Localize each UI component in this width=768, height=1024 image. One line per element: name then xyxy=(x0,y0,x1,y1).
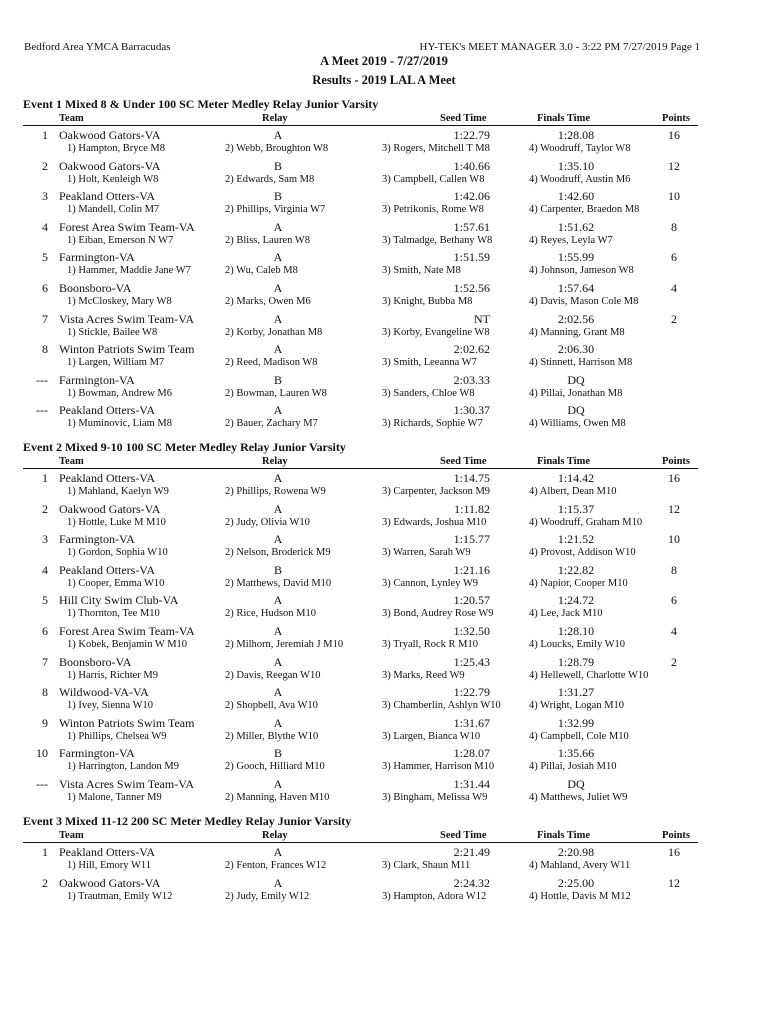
swimmers-row xyxy=(0,547,768,562)
finals-time: DQ xyxy=(567,403,585,418)
team-name: Farmington-VA xyxy=(59,250,135,265)
swimmers-row xyxy=(0,327,768,342)
swimmers-row xyxy=(0,357,768,372)
swimmer-4: 4) Manning, Grant M8 xyxy=(529,326,625,338)
event-title: Event 1 Mixed 8 & Under 100 SC Meter Medley Relay Junior Varsity xyxy=(23,97,379,111)
col-relay: Relay xyxy=(262,830,288,841)
swimmer-3: 3) Marks, Reed W9 xyxy=(382,669,465,681)
team-name: Farmington-VA xyxy=(59,372,135,387)
swimmer-1: 1) Largen, William M7 xyxy=(67,357,165,369)
relay-letter: B xyxy=(273,189,282,204)
swimmer-3: 3) Bingham, Melissa W9 xyxy=(382,792,488,803)
place: 5 xyxy=(42,593,48,608)
place: 10 xyxy=(36,746,48,761)
points: 2 xyxy=(671,654,677,669)
points: 16 xyxy=(668,128,680,142)
swimmers-row xyxy=(0,860,768,875)
swimmers-row xyxy=(0,486,768,501)
swimmer-4: 4) Reyes, Leyla W7 xyxy=(529,234,613,246)
swimmer-3: 3) Petrikonis, Rome W8 xyxy=(382,204,484,216)
swimmer-2: 2) Bowman, Lauren W8 xyxy=(225,387,327,399)
swimmer-4: 4) Campbell, Cole M10 xyxy=(529,730,629,742)
finals-time: 1:28.79 xyxy=(557,654,595,669)
swimmers-row xyxy=(0,578,768,593)
result-row xyxy=(0,220,768,235)
relay-letter: A xyxy=(273,250,283,265)
place: 6 xyxy=(42,281,48,295)
swimmer-4: 4) Hottle, Davis M M12 xyxy=(529,890,631,902)
finals-time: DQ xyxy=(567,777,585,791)
header-rule xyxy=(23,468,698,469)
seed-time: 1:31.44 xyxy=(453,777,490,791)
col-relay: Relay xyxy=(262,456,288,467)
swimmer-1: 1) Phillips, Chelsea W9 xyxy=(67,730,167,742)
col-points: Points xyxy=(662,456,691,467)
swimmer-4: 4) Provost, Addison W10 xyxy=(529,547,636,559)
column-header xyxy=(0,456,768,468)
seed-time: 1:32.50 xyxy=(453,624,490,638)
swimmer-4: 4) Hellewell, Charlotte W10 xyxy=(529,669,649,681)
points: 8 xyxy=(671,562,677,577)
seed-time: 1:22.79 xyxy=(453,685,490,700)
seed-time: NT xyxy=(474,311,490,326)
swimmer-2: 2) Judy, Olivia W10 xyxy=(225,516,310,528)
team-name: Oakwood Gators-VA xyxy=(59,158,161,173)
place: 1 xyxy=(42,845,48,859)
result-row xyxy=(0,777,768,792)
swimmer-3: 3) Hammer, Harrison M10 xyxy=(382,761,495,773)
swimmer-1: 1) Stickle, Bailee W8 xyxy=(67,326,158,338)
points: 10 xyxy=(668,189,680,204)
seed-time: 2:03.33 xyxy=(453,372,490,387)
swimmer-4: 4) Williams, Owen M8 xyxy=(529,418,626,430)
event-title: Event 2 Mixed 9-10 100 SC Meter Medley Relay Junior Varsity xyxy=(23,440,346,454)
result-row xyxy=(0,593,768,608)
result-row xyxy=(0,373,768,388)
relay-letter: B xyxy=(273,746,282,761)
swimmer-1: 1) Harrington, Landon M9 xyxy=(67,761,179,773)
finals-time: DQ xyxy=(567,372,585,387)
finals-time: 1:42.60 xyxy=(557,189,595,204)
result-row xyxy=(0,624,768,639)
swimmer-3: 3) Knight, Bubba M8 xyxy=(382,296,473,307)
seed-time: 2:02.62 xyxy=(453,342,490,357)
swimmer-2: 2) Davis, Reegan W10 xyxy=(225,669,321,681)
swimmers-row xyxy=(0,891,768,906)
swimmer-1: 1) Ivey, Sienna W10 xyxy=(67,700,154,712)
place: 4 xyxy=(42,219,48,234)
swimmer-2: 2) Shopbell, Ava W10 xyxy=(225,700,318,712)
relay-letter: A xyxy=(273,593,283,608)
swimmer-3: 3) Smith, Leeanna W7 xyxy=(382,357,477,369)
relay-letter: A xyxy=(273,128,283,142)
place: 9 xyxy=(42,715,48,730)
result-row xyxy=(0,563,768,578)
swimmer-1: 1) Mahland, Kaelyn W9 xyxy=(67,486,169,497)
swimmer-1: 1) Hampton, Bryce M8 xyxy=(67,143,165,154)
swimmer-1: 1) Cooper, Emma W10 xyxy=(67,577,165,589)
finals-time: 1:51.62 xyxy=(557,219,595,234)
column-header xyxy=(0,830,768,842)
swimmer-3: 3) Sanders, Chloe W8 xyxy=(382,387,475,399)
swimmer-2: 2) Judy, Emily W12 xyxy=(225,890,310,902)
swimmer-2: 2) Miller, Blythe W10 xyxy=(225,730,319,742)
place: 3 xyxy=(42,532,48,547)
swimmer-2: 2) Nelson, Broderick M9 xyxy=(225,547,331,559)
swimmer-3: 3) Edwards, Joshua M10 xyxy=(382,516,487,528)
seed-time: 1:40.66 xyxy=(453,158,490,173)
place: --- xyxy=(36,403,48,418)
seed-time: 1:11.82 xyxy=(454,501,490,516)
relay-letter: A xyxy=(273,715,283,730)
result-row xyxy=(0,746,768,761)
swimmer-3: 3) Clark, Shaun M11 xyxy=(382,860,471,871)
swimmer-1: 1) Kobek, Benjamin W M10 xyxy=(67,639,188,650)
seed-time: 1:51.59 xyxy=(453,250,490,265)
swimmer-2: 2) Reed, Madison W8 xyxy=(225,357,318,369)
seed-time: 1:22.79 xyxy=(453,128,490,142)
col-finals: Finals Time xyxy=(537,830,590,841)
swimmer-1: 1) Eiban, Emerson N W7 xyxy=(67,234,174,246)
swimmer-4: 4) Carpenter, Braedon M8 xyxy=(529,204,640,216)
finals-time: 1:28.10 xyxy=(557,624,595,638)
meet-title: A Meet 2019 - 7/27/2019 xyxy=(320,54,448,68)
place: --- xyxy=(36,372,48,387)
seed-time: 1:42.06 xyxy=(453,189,490,204)
col-team: Team xyxy=(59,113,84,124)
swimmer-3: 3) Largen, Bianca W10 xyxy=(382,730,481,742)
place: 8 xyxy=(42,342,48,357)
team-name: Vista Acres Swim Team-VA xyxy=(59,777,194,791)
swimmer-1: 1) Gordon, Sophia W10 xyxy=(67,547,168,559)
swimmers-row xyxy=(0,517,768,532)
result-row xyxy=(0,312,768,327)
swimmer-3: 3) Richards, Sophie W7 xyxy=(382,418,483,430)
points: 12 xyxy=(668,158,680,173)
swimmer-1: 1) Harris, Richter M9 xyxy=(67,669,158,681)
swimmer-4: 4) Loucks, Emily W10 xyxy=(529,639,626,650)
header-rule xyxy=(23,125,698,126)
swimmer-1: 1) Holt, Kenleigh W8 xyxy=(67,173,159,185)
seed-time: 1:30.37 xyxy=(453,403,490,418)
result-row xyxy=(0,876,768,891)
swimmer-1: 1) Mandell, Colin M7 xyxy=(67,204,160,216)
relay-letter: A xyxy=(273,875,283,890)
points: 16 xyxy=(668,845,680,859)
swimmer-3: 3) Rogers, Mitchell T M8 xyxy=(382,143,490,154)
swimmers-row xyxy=(0,670,768,685)
points: 12 xyxy=(668,501,680,516)
swimmer-3: 3) Cannon, Lynley W9 xyxy=(382,577,479,589)
team-name: Winton Patriots Swim Team xyxy=(59,715,195,730)
finals-time: 1:35.66 xyxy=(557,746,595,761)
swimmer-1: 1) Malone, Tanner M9 xyxy=(67,792,162,803)
swimmer-3: 3) Warren, Sarah W9 xyxy=(382,547,471,559)
result-row xyxy=(0,403,768,418)
swimmer-3: 3) Korby, Evangeline W8 xyxy=(382,326,490,338)
col-seed: Seed Time xyxy=(440,113,487,124)
swimmers-row xyxy=(0,265,768,280)
relay-letter: B xyxy=(273,372,282,387)
team-name: Hill City Swim Club-VA xyxy=(59,593,179,608)
result-row xyxy=(0,532,768,547)
swimmer-4: 4) Pillai, Josiah M10 xyxy=(529,761,617,773)
swimmer-2: 2) Phillips, Rowena W9 xyxy=(225,486,326,497)
points: 4 xyxy=(671,281,677,295)
col-team: Team xyxy=(59,830,84,841)
swimmers-row xyxy=(0,792,768,807)
points: 2 xyxy=(671,311,677,326)
relay-letter: B xyxy=(273,158,282,173)
team-name: Boonsboro-VA xyxy=(59,281,132,295)
seed-time: 2:24.32 xyxy=(453,875,490,890)
points: 6 xyxy=(671,593,677,608)
swimmer-3: 3) Tryall, Rock R M10 xyxy=(382,639,478,650)
swimmer-2: 2) Milhorn, Jeremiah J M10 xyxy=(225,639,344,650)
finals-time: 1:22.82 xyxy=(557,562,595,577)
swimmer-4: 4) Mahland, Avery W11 xyxy=(529,860,631,871)
finals-time: 2:25.00 xyxy=(557,875,595,890)
points: 12 xyxy=(668,875,680,890)
software-stamp: HY-TEK's MEET MANAGER 3.0 - 3:22 PM 7/27/2019 Page 1 xyxy=(419,41,700,53)
swimmer-4: 4) Albert, Dean M10 xyxy=(529,486,617,497)
finals-time: 1:35.10 xyxy=(557,158,595,173)
finals-time: 2:02.56 xyxy=(557,311,595,326)
swimmer-2: 2) Rice, Hudson M10 xyxy=(225,608,316,620)
swimmer-2: 2) Gooch, Hilliard M10 xyxy=(225,761,325,773)
swimmer-2: 2) Edwards, Sam M8 xyxy=(225,173,315,185)
team-name: Farmington-VA xyxy=(59,532,135,547)
place: 8 xyxy=(42,685,48,700)
team-name: Peakland Otters-VA xyxy=(59,403,156,418)
result-row xyxy=(0,845,768,860)
relay-letter: A xyxy=(273,777,283,791)
relay-letter: A xyxy=(273,532,283,547)
seed-time: 1:15.77 xyxy=(453,532,490,547)
finals-time: 1:14.42 xyxy=(557,471,595,485)
points: 16 xyxy=(668,471,680,485)
swimmers-row xyxy=(0,639,768,654)
team-name: Peakland Otters-VA xyxy=(59,471,156,485)
swimmers-row xyxy=(0,296,768,311)
swimmers-row xyxy=(0,235,768,250)
seed-time: 2:21.49 xyxy=(453,845,490,859)
swimmers-row xyxy=(0,204,768,219)
team-name: Vista Acres Swim Team-VA xyxy=(59,311,194,326)
finals-time: 1:32.99 xyxy=(557,715,595,730)
swimmers-row xyxy=(0,731,768,746)
relay-letter: A xyxy=(273,403,283,418)
seed-time: 1:20.57 xyxy=(453,593,490,608)
result-row xyxy=(0,655,768,670)
finals-time: 1:21.52 xyxy=(557,532,595,547)
finals-time: 1:31.27 xyxy=(557,685,595,700)
seed-time: 1:31.67 xyxy=(453,715,490,730)
swimmers-row xyxy=(0,418,768,433)
finals-time: 1:57.64 xyxy=(557,281,595,295)
seed-time: 1:52.56 xyxy=(453,281,490,295)
place: 3 xyxy=(42,189,48,204)
place: 5 xyxy=(42,250,48,265)
swimmer-4: 4) Pillai, Jonathan M8 xyxy=(529,387,623,399)
swimmer-3: 3) Hampton, Adora W12 xyxy=(382,890,487,902)
page-header xyxy=(24,41,700,55)
swimmer-4: 4) Woodruff, Taylor W8 xyxy=(529,143,631,154)
col-finals: Finals Time xyxy=(537,113,590,124)
seed-time: 1:28.07 xyxy=(453,746,490,761)
result-row xyxy=(0,342,768,357)
swimmer-1: 1) Hottle, Luke M M10 xyxy=(67,516,166,528)
swimmers-row xyxy=(0,608,768,623)
swimmer-2: 2) Phillips, Virginia W7 xyxy=(225,204,326,216)
swimmer-2: 2) Manning, Haven M10 xyxy=(225,792,330,803)
swimmers-row xyxy=(0,388,768,403)
swimmer-4: 4) Woodruff, Austin M6 xyxy=(529,173,631,185)
points: 8 xyxy=(671,219,677,234)
result-row xyxy=(0,189,768,204)
swimmer-1: 1) Bowman, Andrew M6 xyxy=(67,387,172,399)
result-row xyxy=(0,716,768,731)
club-name: Bedford Area YMCA Barracudas xyxy=(24,41,171,53)
finals-time: 1:24.72 xyxy=(557,593,595,608)
swimmer-3: 3) Carpenter, Jackson M9 xyxy=(382,486,491,497)
result-row xyxy=(0,281,768,296)
swimmer-4: 4) Napior, Cooper M10 xyxy=(529,577,628,589)
seed-time: 1:25.43 xyxy=(453,654,490,669)
swimmer-4: 4) Woodruff, Graham M10 xyxy=(529,516,643,528)
place: 7 xyxy=(42,654,48,669)
swimmers-row xyxy=(0,174,768,189)
swimmers-row xyxy=(0,761,768,776)
swimmer-2: 2) Webb, Broughton W8 xyxy=(225,143,329,154)
place: 1 xyxy=(42,128,48,142)
swimmer-1: 1) Muminovic, Liam M8 xyxy=(67,418,172,430)
relay-letter: A xyxy=(273,845,283,859)
team-name: Forest Area Swim Team-VA xyxy=(59,219,195,234)
relay-letter: A xyxy=(273,471,283,485)
swimmer-1: 1) Hammer, Maddie Jane W7 xyxy=(67,265,191,277)
swimmer-2: 2) Bliss, Lauren W8 xyxy=(225,234,310,246)
swimmer-4: 4) Lee, Jack M10 xyxy=(529,608,603,620)
team-name: Peakland Otters-VA xyxy=(59,845,156,859)
swimmer-2: 2) Bauer, Zachary M7 xyxy=(225,418,318,430)
swimmer-2: 2) Matthews, David M10 xyxy=(225,577,332,589)
place: 7 xyxy=(42,311,48,326)
team-name: Peakland Otters-VA xyxy=(59,189,156,204)
points: 10 xyxy=(668,532,680,547)
swimmer-3: 3) Campbell, Callen W8 xyxy=(382,173,485,185)
column-header xyxy=(0,113,768,125)
swimmer-1: 1) Trautman, Emily W12 xyxy=(67,890,173,902)
swimmer-2: 2) Marks, Owen M6 xyxy=(225,296,311,307)
swimmer-4: 4) Wright, Logan M10 xyxy=(529,700,625,712)
swimmer-2: 2) Korby, Jonathan M8 xyxy=(225,326,323,338)
swimmer-2: 2) Fenton, Frances W12 xyxy=(225,860,327,871)
place: 2 xyxy=(42,501,48,516)
col-seed: Seed Time xyxy=(440,456,487,467)
col-relay: Relay xyxy=(262,113,288,124)
swimmer-4: 4) Johnson, Jameson W8 xyxy=(529,265,634,277)
swimmer-3: 3) Talmadge, Bethany W8 xyxy=(382,234,493,246)
seed-time: 1:57.61 xyxy=(453,219,490,234)
team-name: Oakwood Gators-VA xyxy=(59,501,161,516)
swimmer-2: 2) Wu, Caleb M8 xyxy=(225,265,298,277)
result-row xyxy=(0,250,768,265)
col-team: Team xyxy=(59,456,84,467)
results-title: Results - 2019 LAL A Meet xyxy=(312,73,456,87)
relay-letter: A xyxy=(273,342,283,357)
result-row xyxy=(0,502,768,517)
relay-letter: B xyxy=(273,562,282,577)
place: 6 xyxy=(42,624,48,638)
swimmer-3: 3) Chamberlin, Ashlyn W10 xyxy=(382,700,501,712)
swimmer-3: 3) Bond, Audrey Rose W9 xyxy=(382,608,494,620)
swimmer-3: 3) Smith, Nate M8 xyxy=(382,265,461,277)
swimmers-row xyxy=(0,143,768,158)
result-row xyxy=(0,471,768,486)
relay-letter: A xyxy=(273,685,283,700)
finals-time: 1:15.37 xyxy=(557,501,595,516)
swimmer-4: 4) Stinnett, Harrison M8 xyxy=(529,357,633,369)
place: 4 xyxy=(42,562,48,577)
finals-time: 2:06.30 xyxy=(557,342,595,357)
points: 6 xyxy=(671,250,677,265)
finals-time: 1:55.99 xyxy=(557,250,595,265)
col-points: Points xyxy=(662,113,691,124)
place: --- xyxy=(36,777,48,791)
place: 1 xyxy=(42,471,48,485)
relay-letter: A xyxy=(273,501,283,516)
seed-time: 1:14.75 xyxy=(453,471,490,485)
place: 2 xyxy=(42,158,48,173)
team-name: Oakwood Gators-VA xyxy=(59,875,161,890)
relay-letter: A xyxy=(273,311,283,326)
team-name: Peakland Otters-VA xyxy=(59,562,156,577)
result-row xyxy=(0,685,768,700)
swimmer-4: 4) Davis, Mason Cole M8 xyxy=(529,296,639,307)
col-points: Points xyxy=(662,830,691,841)
swimmer-4: 4) Matthews, Juliet W9 xyxy=(529,792,628,803)
swimmer-1: 1) Hill, Emory W11 xyxy=(67,860,151,871)
header-rule xyxy=(23,842,698,843)
col-seed: Seed Time xyxy=(440,830,487,841)
team-name: Oakwood Gators-VA xyxy=(59,128,161,142)
finals-time: 2:20.98 xyxy=(557,845,595,859)
team-name: Boonsboro-VA xyxy=(59,654,132,669)
team-name: Wildwood-VA-VA xyxy=(59,685,149,700)
result-row xyxy=(0,159,768,174)
relay-letter: A xyxy=(273,219,283,234)
place: 2 xyxy=(42,875,48,890)
seed-time: 1:21.16 xyxy=(453,562,490,577)
team-name: Forest Area Swim Team-VA xyxy=(59,624,195,638)
finals-time: 1:28.08 xyxy=(557,128,595,142)
points: 4 xyxy=(671,624,677,638)
event-title: Event 3 Mixed 11-12 200 SC Meter Medley Relay Junior Varsity xyxy=(23,814,352,828)
team-name: Winton Patriots Swim Team xyxy=(59,342,195,357)
relay-letter: A xyxy=(273,624,283,638)
relay-letter: A xyxy=(273,654,283,669)
swimmers-row xyxy=(0,700,768,715)
swimmer-1: 1) McCloskey, Mary W8 xyxy=(67,296,172,307)
relay-letter: A xyxy=(273,281,283,295)
result-row xyxy=(0,128,768,143)
team-name: Farmington-VA xyxy=(59,746,135,761)
swimmer-1: 1) Thornton, Tee M10 xyxy=(67,608,160,620)
col-finals: Finals Time xyxy=(537,456,590,467)
